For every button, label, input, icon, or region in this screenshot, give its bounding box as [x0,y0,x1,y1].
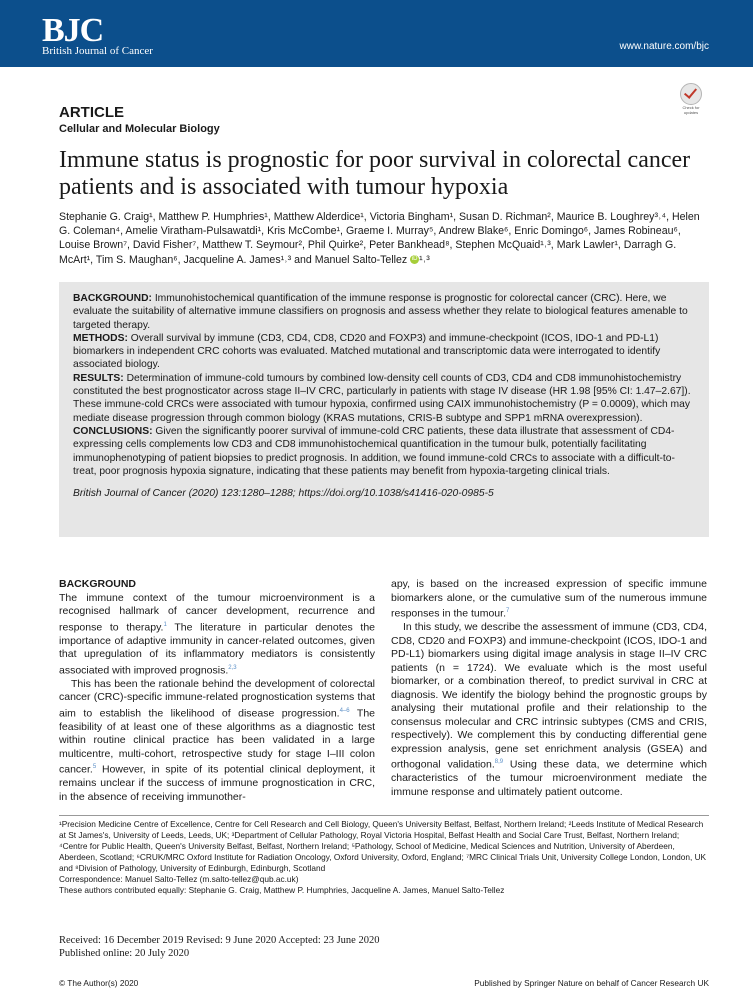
journal-header-bar [0,0,753,67]
received-revised-accepted: Received: 16 December 2019 Revised: 9 June 2020 Accepted: 23 June 2020 [59,935,380,946]
equal-contribution: These authors contributed equally: Stephanie G. Craig, Matthew P. Humphries, Jacqueline A. James, Manuel Salto-Tellez [59,885,505,895]
abstract [73,292,696,500]
abstract-methods-label: METHODS: [73,332,128,344]
body-p3-text: apy, is based on the increased expression of specific immune biomarkers alone, or the cumulative sum of the numerous immune responses in the tumour. [391,578,707,620]
body-p1-text-b: The literature in particular denotes the importance of adaptive immunity in cancer-related outcomes, given that upregulation of its inflammatory mediators is consistently associated with improved prognosis. [59,621,375,676]
check-for-updates-badge[interactable] [680,83,702,115]
article-type: ARTICLE [59,104,124,121]
body-paragraph-3 [391,578,707,621]
body-paragraph-1 [59,592,375,678]
abstract-results-text: Determination of immune-cold tumours by combined low-density cell counts of CD3, CD4 and CD8 immunohistochemistry constituted the best prognosticator across stage II–IV CRC, particularly in patients with stage IV disease (HR 1.98 [95% CI: 1.47–2.67]). These immune-cold CRCs were associated with tumour hypoxia, confirmed using CAIX immunohistochemistry (P = 0.0009), which may mediate disease progression through common biology (KRAS mutations, CRIS-B subtype and SPP1 mRNA overexpression). [73,372,691,424]
abstract-conclusions-text: Given the significantly poorer survival of immune-cold CRC patients, these data illustrate that assessment of CD4-expressing cells complements low CD3 and CD8 immunohistochemical quantification in the tumour bulk, potentially facilitating immunophenotyping of patient biopsies to predict prognosis. In addition, we found immune-cold CRCs to associate with a difficult-to-treat, poor prognosis hypoxia signature, indicating that these patients may benefit from hypoxia-targeting clinical trials. [73,425,675,477]
journal-url[interactable]: www.nature.com/bjc [619,41,709,52]
body-p2-text-b: The feasibility of at least one of these algorithms as a diagnostic test within routine clinical practice has been validated in a large multicentre, multi-cohort, retrospective study for stage I–III colon cancer. [59,707,375,776]
authors-tail: ¹˒³ [419,253,430,266]
body-p4-text-a: In this study, we describe the assessment of immune (CD3, CD4, CD8, CD20 and FOXP3) and immune-checkpoint (ICOS, IDO-1 and PD-L1) biomarkers using digital image analysis in stage II–IV CRC patients (n = 1724). We evaluate which is the most useful biomarker, or a combination thereof, to predict survival in CRC at diagnosis. We identify the biology behind the prognostic groups by analysing their mutational profile and their relationship to the consensus molecular and CRC intrinsic subtypes (CMS and CRIS, respectively). We complement this by conducting differential gene expression analysis, gene set enrichment analysis (GSEA) and orthogonal validation. [391,621,707,771]
reference-link[interactable]: 1 [163,621,167,628]
abstract-methods-text: Overall survival by immune (CD3, CD4, CD8, CD20 and FOXP3) and immune-checkpoint (ICOS, IDO-1 and PD-L1) biomarkers in independent CRC cohorts was evaluated. Matched mutational and transcriptomic data were interrogated to identify associated biology. [73,332,661,371]
body-p4-text-b: Using these data, we determine which characteristics of the tumour microenvironment mediate the immune response and ultimately patient outcome. [391,758,707,798]
copyright: © The Author(s) 2020 [59,978,139,988]
abstract-background-text: Immunohistochemical quantification of the immune response is prognostic for colorectal cancer (CRC). Here, we evaluate the suitability of alternative immune classifiers on prognosis and assess whether they relate to biological features amenable to targeted therapy. [73,293,688,331]
body-paragraph-4 [391,621,707,799]
body-paragraph-2 [59,678,375,805]
author-list [59,210,709,267]
abstract-results-label: RESULTS: [73,372,124,384]
check-updates-label: Check for updates [682,105,700,115]
body-column-right [391,578,707,799]
abstract-box [59,282,709,537]
reference-link[interactable]: 5 [92,764,97,770]
check-updates-icon [680,83,702,105]
abstract-results [73,372,696,425]
reference-link[interactable]: 4–6 [339,707,350,714]
abstract-background-label: BACKGROUND: [73,293,152,304]
section-heading-background: BACKGROUND [59,578,136,590]
journal-name: British Journal of Cancer [42,45,153,57]
correspondence: Correspondence: Manuel Salto-Tellez (m.salto-tellez@qub.ac.uk) [59,874,299,884]
published-online: Published online: 20 July 2020 [59,948,190,959]
article-section: Cellular and Molecular Biology [59,123,220,135]
body-p1-text-a: The immune context of the tumour microenvironment is a recognised hallmark of cancer development, recurrence and response to therapy. [59,591,375,633]
body-p2-text-a: This has been the rationale behind the development of colorectal cancer (CRC)-specific immune-related prognostication systems that aim to establish the likelihood of disease progression. [59,677,375,719]
footnote-divider [59,815,709,816]
abstract-conclusions-label: CONCLUSIONS: [73,425,153,437]
affiliation-list: ¹Precision Medicine Centre of Excellence, Centre for Cell Research and Cell Biology, Queen's University Belfast, Belfast, Northern Ireland; ²Leeds Institute of Medical Research at St James's, University of Leeds, Leeds, UK; ³Department of Cellular Pathology, Royal Victoria Hospital, Belfast Health and Social Care Trust, Belfast, Northern Ireland; ⁴Centre for Public Health, Queen's University Belfast, Belfast, Northern Ireland; ⁵Pathology, School of Medicine, Medical Sciences and Nutrition, University of Aberdeen, Aberdeen, Scotland; ⁶CRUK/MRC Oxford Institute for Radiation Oncology, Oxford University, Oxford, England; ⁷MRC Clinical Trials Unit, University College London, London, UK and ⁸Division of Pathology, University of Edinburgh, Edinburgh, Scotland [59,819,707,873]
publication-dates [59,934,709,960]
orcid-icon[interactable]: iD [411,256,418,263]
reference-link[interactable]: 2,3 [228,664,237,671]
journal-logo-text: BJC [42,12,104,49]
journal-logo [42,14,153,57]
abstract-methods [73,332,696,372]
abstract-conclusions [73,425,696,478]
body-column-left [59,578,375,804]
reference-link[interactable]: 8,9 [494,759,504,765]
reference-link[interactable]: 7 [505,608,510,614]
body-p2-text-c: However, in spite of its potential clinical deployment, it remains unclear if the success of immune prognostication in CRC, in the absence of receiving immunother- [59,763,375,803]
publisher-note: Published by Springer Nature on behalf of Cancer Research UK [474,978,709,988]
citation-line [73,487,696,500]
article-title: Immune status is prognostic for poor survival in colorectal cancer patients and is associated with tumour hypoxia [59,147,691,200]
abstract-background [73,292,696,332]
authors-text: Stephanie G. Craig¹, Matthew P. Humphries¹, Matthew Alderdice¹, Victoria Bingham¹, Susan D. Richman², Maurice B. Loughrey³˒⁴, Helen G. Coleman⁴, Amelie Viratham-Pulsawatdi¹, Kris McCombe¹, Graeme I. Murray⁵, Andrew Blake⁶, Enric Domingo⁶, James Robineau⁶, Louise Brown⁷, David Fisher⁷, Matthew T. Seymour², Phil Quirke², Peter Bankhead⁸, Stephen McQuaid¹˒³, Mark Lawler¹, Darragh G. McArt¹, Tim S. Maughan⁶, Jacqueline A. James¹˒³ and Manuel Salto-Tellez [59,211,700,266]
affiliations [59,819,709,896]
citation-text: British Journal of Cancer (2020) 123:1280–1288; https://doi.org/10.1038/s41416-020-0985-5 [73,488,494,500]
